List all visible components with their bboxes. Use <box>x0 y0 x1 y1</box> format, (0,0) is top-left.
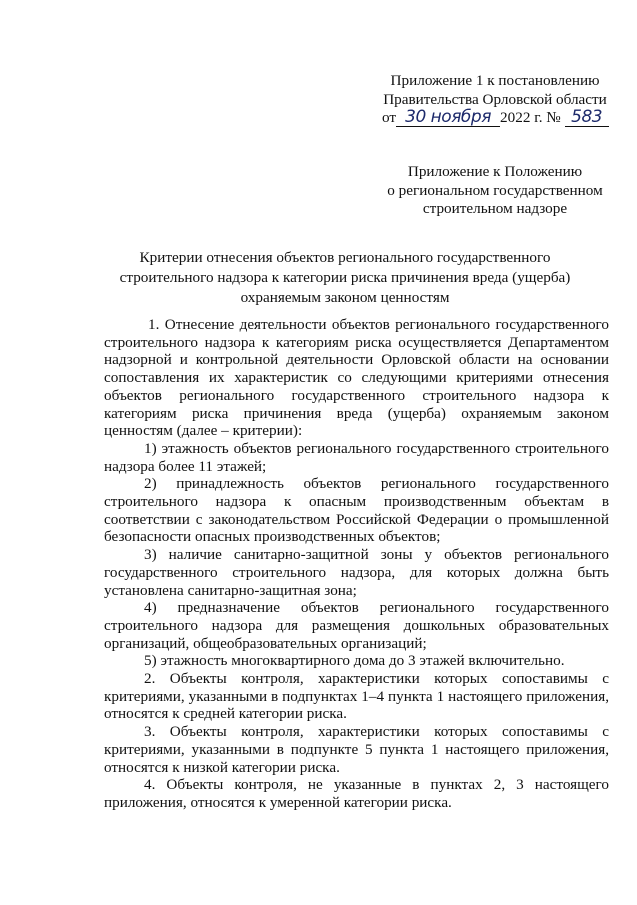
criterion-4: 4) предназначение объектов регионального государственного строительного надзора для размещения дошкольных образовательных организаций, общеобразовательных организаций; <box>104 599 609 652</box>
criterion-2: 2) принадлежность объектов регионального государственного строительного надзора к опасным производственным объектам в соответствии с законодательством Российской Федерации о промышленной безопасности опасных производственных объектов; <box>104 475 609 546</box>
title-line-1: Критерии отнесения объектов регионального государственного <box>139 249 551 266</box>
date-field <box>396 109 500 127</box>
position-ref-line-1: Приложение к Положению <box>407 163 583 180</box>
position-reference <box>380 163 610 219</box>
document-body <box>104 316 609 812</box>
criterion-1: 1) этажность объектов регионального государственного строительного надзора более 11 этажей; <box>104 439 609 475</box>
year-text: 2022 г. № <box>500 109 561 126</box>
title-line-3: охраняемым законом ценностям <box>240 289 450 306</box>
date-prefix: от <box>382 109 397 126</box>
paragraph-4: 4. Объекты контроля, не указанные в пунктах 2, 3 настоящего приложения, относятся к умеренной категории риска. <box>104 776 609 811</box>
title-line-2: строительного надзора к категории риска причинения вреда (ущерба) <box>119 269 571 286</box>
approval-date-row <box>378 109 612 128</box>
approval-line-1: Приложение 1 к постановлению <box>390 72 600 89</box>
document-title <box>100 248 590 308</box>
criterion-5: 5) этажность многоквартирного дома до 3 этажей включительно. <box>144 652 565 670</box>
handwritten-number: 583 <box>571 107 603 127</box>
number-field <box>565 109 609 127</box>
criterion-3: 3) наличие санитарно-защитной зоны у объектов регионального государственного строительного надзора, для которых должна быть установлена санитарно-защитная зона; <box>104 546 609 599</box>
paragraph-3: 3. Объекты контроля, характеристики которых сопоставимы с критериями, указанными в подпункте 5 пункта 1 настоящего приложения, относятся к низкой категории риска. <box>104 723 609 776</box>
approval-line-2: Правительства Орловской области <box>383 90 607 108</box>
approval-header <box>378 72 612 128</box>
paragraph-2: 2. Объекты контроля, характеристики которых сопоставимы с критериями, указанными в подпунктах 1–4 пункта 1 настоящего приложения, относятся к средней категории риска. <box>104 670 609 723</box>
handwritten-date: 30 ноября <box>405 107 491 127</box>
position-ref-line-3: строительном надзоре <box>422 200 568 217</box>
paragraph-1: 1. Отнесение деятельности объектов регионального государственного строительного надзора к категориям риска осуществляется Департаментом надзорной и контрольной деятельности Орловской области на основании сопоставления их характеристик со следующими критериями отнесения объектов регионального государственного строительного надзора к категориям риска причинения вреда (ущерба) охраняемым законом ценностям (далее – критерии): <box>104 316 609 440</box>
position-ref-line-2: о региональном государственном <box>387 181 603 199</box>
